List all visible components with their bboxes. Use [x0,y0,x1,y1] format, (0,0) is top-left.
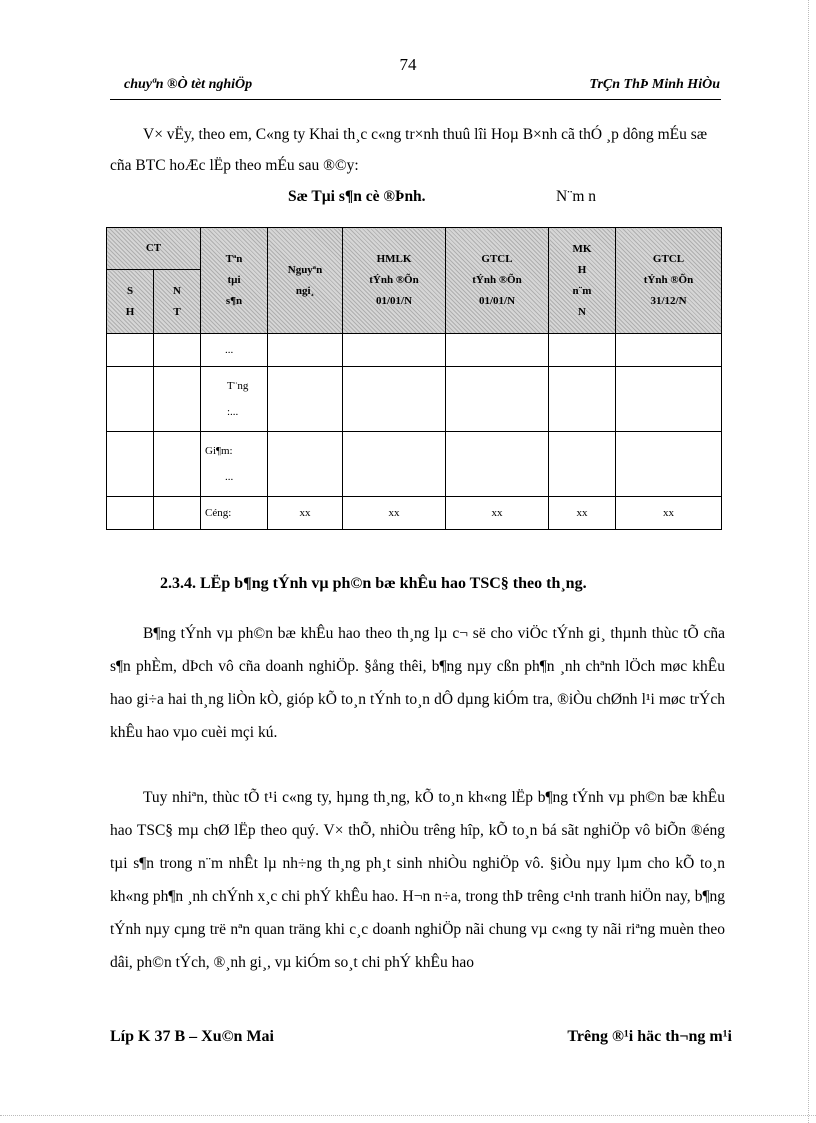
header-ten-tai-san [201,228,268,334]
header-mkh [549,228,616,334]
header-gtcl-start-line: GTCL [481,253,513,265]
header-right: TrÇn ThÞ Minh HiÒu [589,77,720,92]
header-mkh-line: H [577,263,587,276]
page-edge-bottom [0,1115,816,1116]
header-mkh-line: n¨m [572,284,592,297]
row-decrease-dots: ... [225,471,234,483]
header-ct: CT [107,228,201,270]
table-row [107,432,722,497]
footer-right: Trêng ®¹i häc th¬ng m¹i [567,1028,732,1045]
header-ten-line: Tªn [225,253,243,265]
header-nt [154,270,201,334]
total-value: xx [343,497,446,530]
header-hmlk-line: 01/01/N [375,295,413,307]
total-value: xx [616,497,722,530]
row-dots: ... [225,344,234,356]
header-sh-line: S [126,284,134,297]
section-heading: 2.3.4. LËp b¶ng tÝnh vµ ph©n bæ khÊu hao TSC§ theo th¸ng. [160,575,587,592]
page-number: 74 [399,55,417,74]
row-increase-cell [201,367,268,432]
total-value: xx [549,497,616,530]
total-value: xx [446,497,549,530]
row-increase-label: T¨ng [227,380,249,392]
row-dots-cell [201,334,268,367]
header-sh-line: H [125,305,135,318]
table-year: N¨m n [556,188,597,205]
header-nguyen-gia [268,228,343,334]
header-hmlk [343,228,446,334]
asset-table [106,227,722,530]
row-decrease-label: Gi¶m: [205,445,233,457]
total-value: xx [268,497,343,530]
header-nt-line: N [173,284,181,297]
header-rule [110,99,721,100]
body-paragraph-1: B¶ng tÝnh vµ ph©n bæ khÊu hao theo th¸ng lµ c¬ së cho viÖc tÝnh gi¸ thµnh thùc tÕ cña s¶n phÈm, dÞch vô cña doanh nghiÖp. §ång thêi, b¶ng nµy cßn ph¶n ¸nh chªnh lÖch møc khÊu hao gi÷a hai th¸ng liÒn kÒ, gióp kÕ to¸n tÝnh to¸n dÔ dµng kiÓm tra, ®iÒu chØnh l¹i møc trÝch khÊu hao vµo cuèi mçi kú. [110,625,725,741]
table-title: Sæ Tµi s¶n cè ®Þnh. [288,188,426,205]
intro-paragraph: V× vËy, theo em, C«ng ty Khai th¸c c«ng tr×nh thuû lîi Hoµ B×nh cã thÓ ¸p dông mÉu sæ cña BTC hoÆc lËp theo mÉu sau ®©y: [110,126,708,174]
table-row [107,367,722,432]
page-edge-right [808,0,809,1123]
header-ten-line: s¶n [225,295,243,307]
header-hmlk-line: HMLK [376,253,412,265]
header-gtcl-end-line: 31/12/N [650,295,687,307]
header-gtcl-start [446,228,549,334]
header-sh [107,270,154,334]
header-hmlk-line: tÝnh ®Õn [369,274,419,286]
total-label: Céng: [201,497,268,530]
table-row-total [107,497,722,530]
body-paragraph-2: Tuy nhiªn, thùc tÕ t¹i c«ng ty, hµng th¸ng, kÕ to¸n kh«ng lËp b¶ng tÝnh vµ ph©n bæ khÊu hao TSC§ mµ chØ lËp theo quý. V× thÕ, nhiÒu trêng hîp, kÕ to¸n bá sãt nghiÖp vô biÕn ®éng tµi s¶n trong n¨m nhÊt lµ nh÷ng th¸ng ph¸t sinh nhiÒu nghiÖp vô. §iÒu nµy lµm cho kÕ to¸n kh«ng ph¶n ¸nh chÝnh x¸c chi phÝ khÊu hao. H¬n n÷a, trong thÞ trêng c¹nh tranh hiÖn nay, b¶ng tÝnh nµy cµng trë nªn quan träng khi c¸c doanh nghiÖp nãi chung vµ c«ng ty nãi riªng muèn theo dâi, ph©n tÝch, ®¸nh gi¸, vµ kiÓm so¸t chi phÝ khÊu hao [110,789,725,971]
header-left: chuyªn ®Ò tèt nghiÖp [124,77,253,92]
header-nt-line: T [173,305,181,318]
header-ten-line: tµi [227,274,241,286]
header-mkh-line: N [578,305,586,318]
header-gtcl-end [616,228,722,334]
row-increase-dots: :... [227,406,239,418]
header-gtcl-end-line: tÝnh ®Õn [643,274,694,286]
footer-left: Líp K 37 B – Xu©n Mai [110,1028,274,1045]
row-decrease-cell [201,432,268,497]
header-nguyen-line: Nguyªn [287,263,323,276]
table-row [107,334,722,367]
header-gtcl-start-line: tÝnh ®Õn [472,274,522,286]
header-gtcl-start-line: 01/01/N [478,295,516,307]
header-gtcl-end-line: GTCL [652,253,685,265]
header-nguyen-line: ngi¸ [295,284,315,297]
header-mkh-line: MK [572,242,592,255]
